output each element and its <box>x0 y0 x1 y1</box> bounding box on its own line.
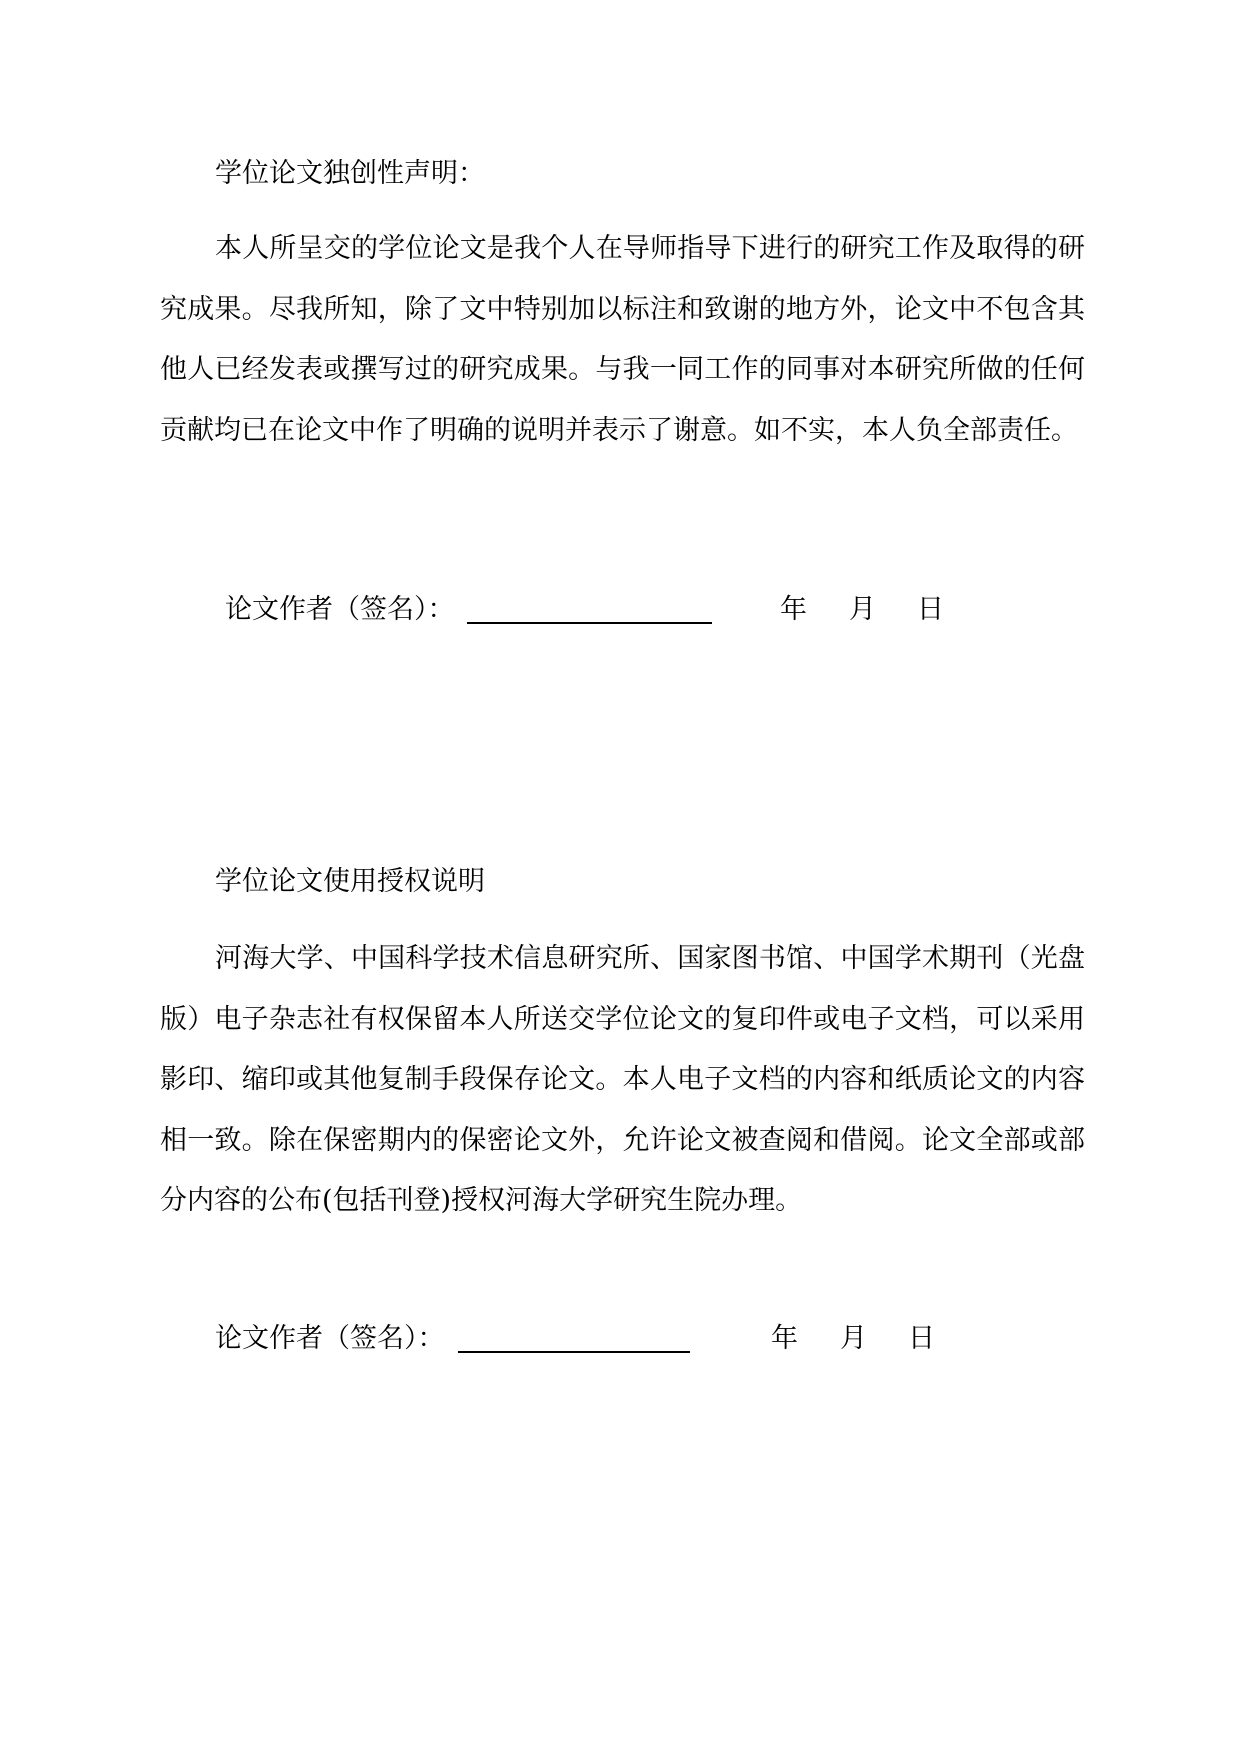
originality-year-label: 年 <box>780 594 807 625</box>
originality-day-label: 日 <box>917 594 944 625</box>
authorization-signature-row <box>215 1319 1115 1359</box>
originality-signature-row <box>225 590 1125 630</box>
authorization-signature-label: 论文作者（签名）： <box>215 1323 445 1354</box>
originality-signature-line[interactable] <box>467 622 712 624</box>
originality-body: 本人所呈交的学位论文是我个人在导师指导下进行的研究工作及取得的研究成果。尽我所知，除了文中特别加以标注和致谢的地方外，论文中不包含其他人已经发表或撰写过的研究成果。与我一同工作的同事对本研究所做的任何贡献均已在论文中作了明确的说明并表示了谢意。如不实，本人负全部责任。 <box>160 233 1085 446</box>
authorization-title: 学位论文使用授权说明 <box>215 866 485 897</box>
authorization-month-label: 月 <box>840 1323 867 1354</box>
authorization-signature-line[interactable] <box>458 1351 690 1353</box>
authorization-year-label: 年 <box>771 1323 798 1354</box>
authorization-day-label: 日 <box>908 1323 935 1354</box>
originality-title: 学位论文独创性声明： <box>215 158 485 189</box>
authorization-body: 河海大学、中国科学技术信息研究所、国家图书馆、中国学术期刊（光盘版）电子杂志社有权保留本人所送交学位论文的复印件或电子文档，可以采用影印、缩印或其他复制手段保存论文。本人电子文档的内容和纸质论文的内容相一致。除在保密期内的保密论文外，允许论文被查阅和借阅。论文全部或部分内容的公布(包括刊登)授权河海大学研究生院办理。 <box>160 943 1085 1216</box>
originality-signature-label: 论文作者（签名）： <box>225 594 455 625</box>
originality-month-label: 月 <box>849 594 876 625</box>
